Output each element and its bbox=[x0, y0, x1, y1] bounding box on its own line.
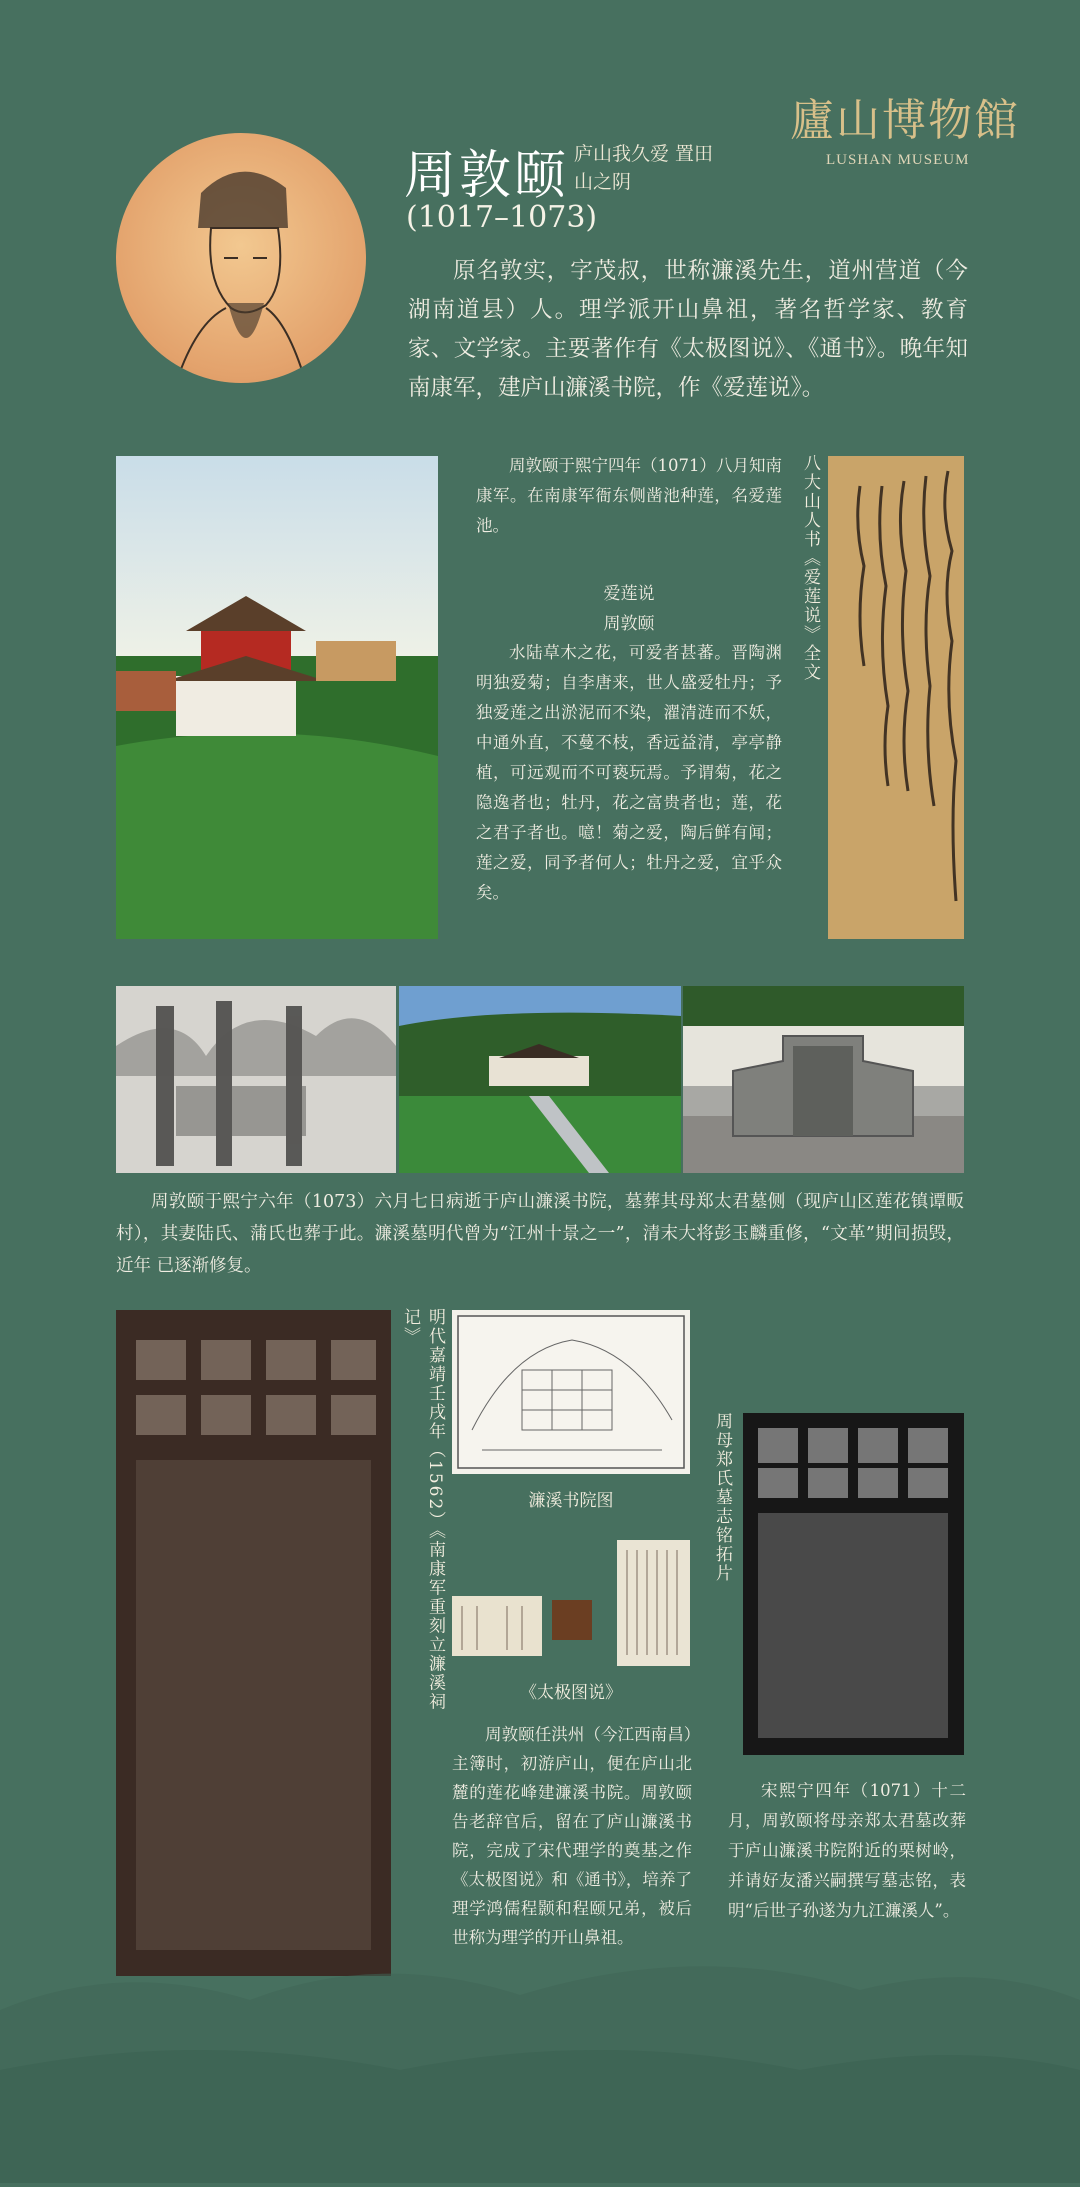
aiLian-pool-paragraph: 周敦颐于熙宁四年（1071）八月知南康军。在南康军衙东侧凿池种莲，名爱莲池。 bbox=[476, 456, 782, 535]
museum-logo-en: LUSHAN MUSEUM bbox=[826, 152, 970, 168]
poem-text: 水陆草木之花，可爱者甚蕃。晋陶渊明独爱菊；自李唐来，世人盛爱牡丹；予独爱莲之出淤泥而不染，濯清涟而不妖，中通外直，不蔓不枝，香远益清，亭亭静植，可远观而不可亵玩焉。予谓菊，花之隐逸者也；牡丹，花之富贵者也；莲，花之君子者也。噫！菊之爱，陶后鲜有闻；莲之爱，同予者何人；牡丹之爱，宜乎众矣。 bbox=[476, 643, 782, 902]
epitaph-rubbing-image bbox=[743, 1413, 964, 1755]
tomb-stone-photo bbox=[683, 986, 964, 1173]
intro-paragraph: 原名敦实，字茂叔，世称濂溪先生，道州营道（今湖南道县）人。理学派开山鼻祖，著名哲学家、教育家、文学家。主要著作有《太极图说》、《通书》。晚年知南康军，建庐山濂溪书院，作《爱莲说》。 bbox=[408, 258, 968, 401]
calligraphy-caption: 八大山人书《爱莲说》全文 bbox=[800, 454, 820, 682]
poem-title: 爱莲说 bbox=[603, 584, 655, 604]
mountain-decoration bbox=[0, 1920, 1080, 2183]
motto: 庐山我久爱 置田山之阴 bbox=[574, 143, 714, 193]
stele-rubbing-image bbox=[116, 1310, 391, 1976]
tomb-caption: 周敦颐于熙宁六年（1073）六月七日病逝于庐山濂溪书院，墓葬其母郑太君墓侧（现庐山区莲花镇谭畈村），其妻陆氏、蒲氏也葬于此。濂溪墓明代曾为“江州十景之一”，清末大将彭玉麟重修，“文革”期间损毁，近年 已逐渐修复。 bbox=[116, 1192, 964, 1276]
taiji-book-caption: 《太极图说》 bbox=[520, 1683, 622, 1703]
life-years: (1017–1073) bbox=[406, 200, 598, 235]
taiji-book-image bbox=[452, 1540, 690, 1666]
museum-logo: 廬山博物館 bbox=[790, 95, 1020, 146]
old-memorial-photo bbox=[116, 986, 396, 1173]
academy-paragraph: 周敦颐任洪州（今江西南昌）主簿时，初游庐山，便在庐山北麓的莲花峰建濂溪书院。周敦颐告老辞官后，留在了庐山濂溪书院，完成了宋代理学的奠基之作《太极图说》和《通书》，培养了理学鸿儒程颢和程颐兄弟，被后世称为理学的开山鼻祖。 bbox=[452, 1725, 692, 1947]
academy-map-caption: 濂溪书院图 bbox=[528, 1491, 614, 1511]
portrait-image bbox=[116, 133, 366, 383]
stele-caption: 明代嘉靖壬戌年（1562）《南康军重刻立濂溪祠记》 bbox=[400, 1308, 445, 1712]
tomb-overview-photo bbox=[399, 986, 681, 1173]
academy-map-image bbox=[452, 1310, 690, 1474]
pavilion-photo bbox=[116, 456, 438, 939]
person-name: 周敦颐 bbox=[404, 146, 570, 206]
poem-author: 周敦颐 bbox=[603, 614, 655, 634]
calligraphy-image bbox=[828, 456, 964, 939]
rubbing-caption: 周母郑氏墓志铭拓片 bbox=[712, 1412, 732, 1583]
epitaph-paragraph: 宋熙宁四年（1071）十二月，周敦颐将母亲郑太君墓改葬于庐山濂溪书院附近的栗树岭，并请好友潘兴嗣撰写墓志铭，表明“后世子孙遂为九江濂溪人”。 bbox=[728, 1781, 966, 1920]
